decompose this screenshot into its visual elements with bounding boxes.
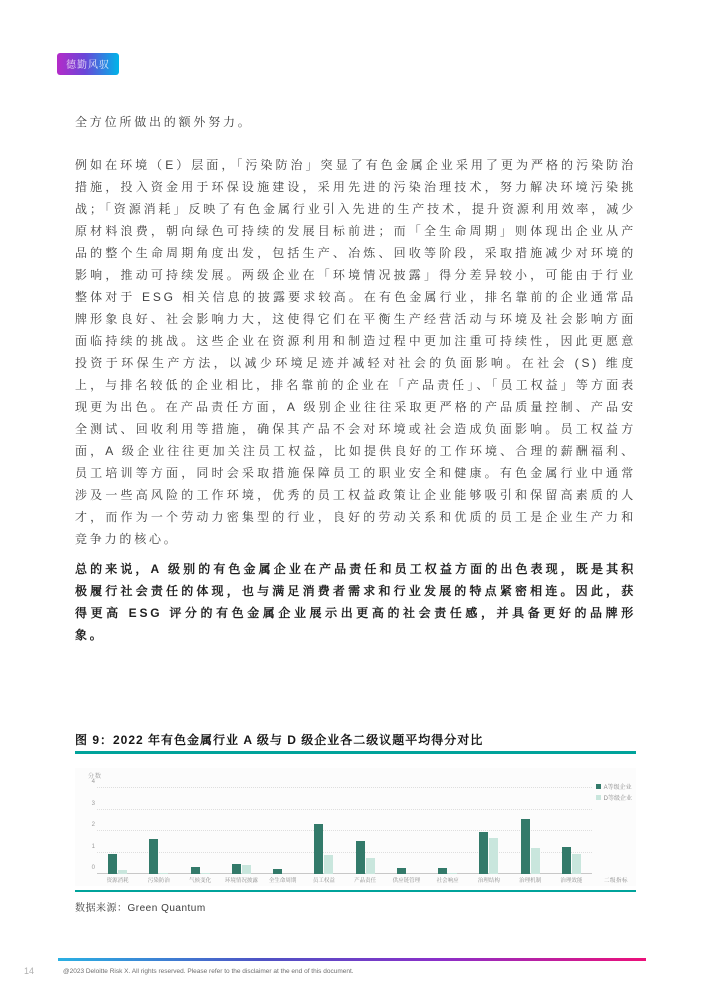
page-number: 14 [24,966,35,976]
bar-A等级企业 [479,832,488,874]
x-category-label: 社会响应 [436,878,459,884]
x-category-label: 治理结构 [477,878,500,884]
bar-group [180,788,221,874]
x-category-label: 资源消耗 [106,878,129,884]
x-category-label: 全生命周期 [268,878,297,884]
chart-x-axis-title: 二级指标 [603,878,628,884]
figure-top-rule [75,751,636,754]
legend-swatch-icon [596,784,601,789]
bar-D等级企业 [242,865,251,874]
bar-D等级企业 [201,873,210,874]
bar-A等级企业 [521,819,530,874]
bar-group [262,788,303,874]
bars-row [97,788,592,874]
bar-A等级企业 [149,839,158,874]
bar-group [138,788,179,874]
y-tick-label: 2 [91,822,95,828]
bar-D等级企业 [531,848,540,874]
legend-swatch-icon [596,795,601,800]
bar-group [303,788,344,874]
bar-group [551,788,592,874]
bar-group [468,788,509,874]
bar-D等级企业 [489,838,498,874]
bar-D等级企业 [324,855,333,874]
brand-badge: 德勤风驭 [57,53,119,75]
bar-D等级企业 [159,873,168,874]
paragraph-main: 例如在环境（E）层面，「污染防治」突显了有色金属企业采用了更为严格的污染防治措施，投入资金用于环保设施建设，采用先进的污染治理技术，努力解决环境污染挑战；「资源消耗」反映了有色金属行业引入先进的生产技术，提升资源利用效率，减少原材料浪费，朝向绿色可持续的发展目标前进；而「全生命周期」则体现出企业从产品的整个生命周期角度出发，包括生产、冶炼、回收等阶段，采取措施减少对环境的影响，推动可持续发展。两级企业在「环境情况披露」得分差异较小，可能由于行业整体对于 ESG 相关信息的披露要求较高。在有色金属行业，排名靠前的企业通常品牌形象良好、社会影响力大，这使得它们在平衡生产经营活动与环境及社会影响方面面临持续的挑战。这些企业在资源利用和制造过程中更加注重可持续性，因此更愿意投资于环保生产方法，以减少环境足迹并减轻对社会的负面影响。在社会 (S) 维度上，与排名较低的企业相比，排名靠前的企业在「产品责任」、「员工权益」等方面表现更为出色。在产品责任方面，A 级别企业往往采取更严格的产品质量控制、产品安全测试、回收利用等措施，确保其产品不会对环境或社会造成负面影响。员工权益方面，A 级企业往往更加关注员工权益，比如提供良好的工作环境、合理的薪酬福利、员工培训等方面，同时会采取措施保障员工的职业安全和健康。有色金属行业中通常涉及一些高风险的工作环境，优秀的员工权益政策让企业能够吸引和保留高素质的人才，而作为一个劳动力密集型的行业，良好的劳动关系和优质的员工是企业生产力和竞争力的核心。 [75,158,636,546]
bar-group [427,788,468,874]
bar-A等级企业 [397,868,406,874]
bar-A等级企业 [356,841,365,874]
x-category-label: 环境情况披露 [224,878,258,884]
y-tick-label: 4 [91,779,95,785]
legend-label: A等级企业 [603,785,632,791]
bar-D等级企业 [366,858,375,874]
figure-title: 图 9：2022 年有色金属行业 A 级与 D 级企业各二级议题平均得分对比 [75,733,484,747]
y-tick-label: 1 [91,843,95,850]
bar-D等级企业 [572,854,581,874]
chart-plot-area [91,779,592,874]
bar-group [510,788,551,874]
footer-copyright: @2023 Deloitte Risk X. All rights reserved. Please refer to the disclaimer at the end of this document. [63,968,354,975]
bar-A等级企业 [562,847,571,874]
footer-gradient-line [58,958,646,961]
bar-A等级企业 [273,869,282,874]
bar-group [386,788,427,874]
bar-A等级企业 [232,864,241,874]
legend-label: D等级企业 [603,796,632,802]
chart-legend [596,781,632,803]
x-category-label: 污染防治 [147,878,170,884]
paragraph-summary-bold: 总的来说，A 级别的有色金属企业在产品责任和员工权益方面的出色表现，既是其积极履行社会责任的体现，也与满足消费者需求和行业发展的特点紧密相连。因此，获得更高 ESG 评分的有色金属企业展示出更高的社会责任感，并具备更好的品牌形象。 [75,562,636,642]
chart-x-axis-labels [97,876,592,884]
x-category-label: 治理机制 [519,878,542,884]
x-category-label: 供应链管理 [392,878,421,884]
x-category-label: 员工权益 [312,878,335,884]
bar-group [345,788,386,874]
y-tick-label: 0 [91,865,95,871]
x-category-label: 产品责任 [354,878,377,884]
figure-source: 数据来源：Green Quantum [75,903,206,914]
bar-A等级企业 [314,824,323,874]
x-category-label: 治理效能 [560,878,583,884]
x-category-label: 气候变化 [189,878,212,884]
bar-A等级企业 [191,867,200,874]
paragraph-intro: 全方位所做出的额外努力。 [75,115,253,129]
bar-group [97,788,138,874]
y-tick-label: 3 [91,800,95,807]
bar-D等级企业 [448,873,457,874]
bar-A等级企业 [438,868,447,874]
figure-bar-chart [75,768,636,886]
legend-row [596,781,632,792]
legend-row [596,792,632,803]
chart-y-axis-label: 分数 [88,774,103,780]
bar-D等级企业 [118,870,127,875]
bar-A等级企业 [108,854,117,874]
bar-group [221,788,262,874]
figure-bottom-rule [75,890,636,892]
